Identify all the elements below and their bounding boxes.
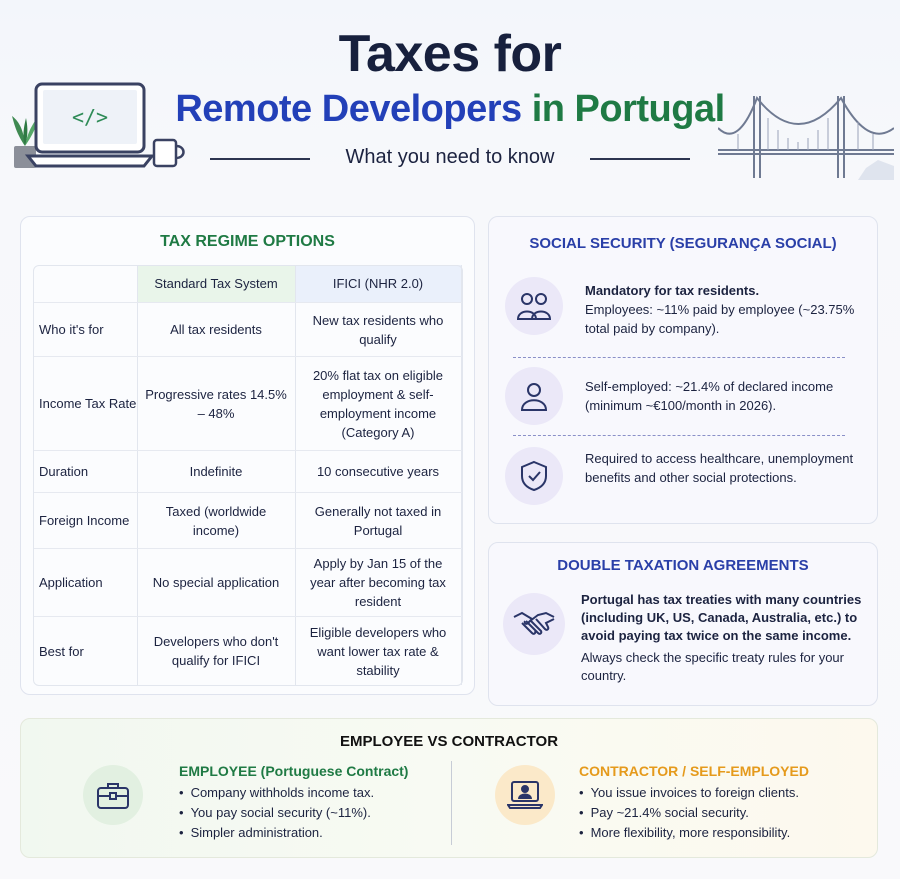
ifici-cell: 20% flat tax on eligible employment & self-employment income (Category A) bbox=[312, 367, 444, 440]
row-label: Best for bbox=[39, 643, 84, 659]
ss-text-employees bbox=[585, 281, 865, 338]
subtitle: What you need to know bbox=[345, 146, 555, 168]
list-item: • You pay social security (~11%). bbox=[179, 803, 374, 823]
subtitle-divider-right bbox=[590, 158, 690, 160]
employee-vs-contractor-title: EMPLOYEE VS CONTRACTOR bbox=[339, 733, 559, 750]
list-item: • You issue invoices to foreign clients. bbox=[579, 783, 799, 803]
ss-body-text: Employees: ~11% paid by employee (~23.75% total paid by company). bbox=[585, 302, 855, 336]
divider bbox=[451, 761, 452, 845]
code-glyph: </> bbox=[71, 105, 109, 129]
row-label: Who it's for bbox=[39, 322, 104, 337]
handshake-icon bbox=[503, 593, 565, 655]
ifici-cell: Eligible developers who want lower tax rate & stability bbox=[309, 624, 447, 678]
double-taxation-body: Portugal has tax treaties with many countries (including UK, US, Canada, Australia, etc.) to avoid paying tax twice on the same income. bbox=[581, 592, 862, 643]
ss-item-employees bbox=[505, 275, 865, 341]
header-cell-ifici: IFICI (NHR 2.0) bbox=[295, 265, 461, 302]
shield-check-icon bbox=[505, 447, 563, 505]
list-item: • More flexibility, more responsibility. bbox=[579, 823, 799, 843]
double-taxation-title: DOUBLE TAXATION AGREEMENTS bbox=[557, 557, 809, 574]
contractor-heading: CONTRACTOR / SELF-EMPLOYED bbox=[579, 763, 809, 779]
laptop-user-icon bbox=[495, 765, 555, 825]
ss-bold-text: Mandatory for tax residents. bbox=[585, 283, 760, 298]
list-item: • Company withholds income tax. bbox=[179, 783, 374, 803]
ifici-cell: Apply by Jan 15 of the year after becoming tax resident bbox=[310, 556, 446, 609]
title-green-part: in Portugal bbox=[531, 88, 725, 130]
table-row bbox=[33, 303, 463, 357]
table-row bbox=[33, 617, 463, 685]
page-title: Taxes for bbox=[338, 25, 562, 83]
double-taxation-text bbox=[581, 591, 871, 685]
row-label: Income Tax Rate bbox=[39, 396, 137, 411]
standard-cell: All tax residents bbox=[170, 322, 262, 337]
standard-cell: Indefinite bbox=[189, 464, 243, 479]
person-icon bbox=[505, 367, 563, 425]
social-security-card bbox=[488, 216, 878, 524]
ifici-cell: New tax residents who qualify bbox=[312, 312, 444, 347]
divider bbox=[513, 435, 845, 436]
contractor-points bbox=[579, 783, 799, 843]
standard-cell: Progressive rates 14.5% – 48% bbox=[145, 386, 287, 421]
people-icon bbox=[505, 277, 563, 335]
header-cell-empty bbox=[33, 265, 137, 302]
table-row bbox=[33, 549, 463, 617]
standard-cell: No special application bbox=[152, 575, 280, 590]
list-item: • Pay ~21.4% social security. bbox=[579, 803, 799, 823]
double-taxation-note: Always check the specific treaty rules for your country. bbox=[581, 650, 844, 683]
ifici-cell: Generally not taxed in Portugal bbox=[314, 503, 442, 538]
subtitle-row bbox=[210, 146, 690, 172]
table-row bbox=[33, 493, 463, 549]
row-label: Foreign Income bbox=[39, 513, 130, 528]
double-taxation-card bbox=[488, 542, 878, 706]
ss-item-protections bbox=[505, 443, 865, 509]
employee-vs-contractor-card bbox=[20, 718, 878, 858]
row-label: Application bbox=[39, 575, 103, 590]
employee-heading: EMPLOYEE (Portuguese Contract) bbox=[179, 763, 409, 779]
employee-points bbox=[179, 783, 374, 843]
header-cell-standard: Standard Tax System bbox=[137, 265, 295, 302]
table-row bbox=[33, 451, 463, 493]
tax-regime-card bbox=[20, 216, 475, 695]
list-item: • Simpler administration. bbox=[179, 823, 374, 843]
divider bbox=[513, 357, 845, 358]
standard-cell: Developers who don't qualify for IFICI bbox=[153, 634, 279, 668]
ss-text-protections: Required to access healthcare, unemployment benefits and other social protections. bbox=[585, 451, 854, 485]
tax-regime-title: TAX REGIME OPTIONS bbox=[160, 233, 335, 250]
table-row bbox=[33, 357, 463, 451]
ss-text-self-employed: Self-employed: ~21.4% of declared income (minimum ~€100/month in 2026). bbox=[585, 379, 834, 413]
standard-cell: Taxed (worldwide income) bbox=[165, 503, 267, 538]
row-label: Duration bbox=[39, 464, 89, 479]
ifici-cell: 10 consecutive years bbox=[316, 464, 440, 479]
social-security-title: SOCIAL SECURITY (SEGURANÇA SOCIAL) bbox=[529, 235, 837, 252]
ss-item-self-employed bbox=[505, 363, 865, 429]
briefcase-icon bbox=[83, 765, 143, 825]
table-header-row bbox=[33, 265, 463, 303]
title-blue-part: Remote Developers bbox=[175, 88, 522, 130]
header bbox=[0, 0, 900, 205]
bridge-illustration bbox=[718, 88, 894, 180]
